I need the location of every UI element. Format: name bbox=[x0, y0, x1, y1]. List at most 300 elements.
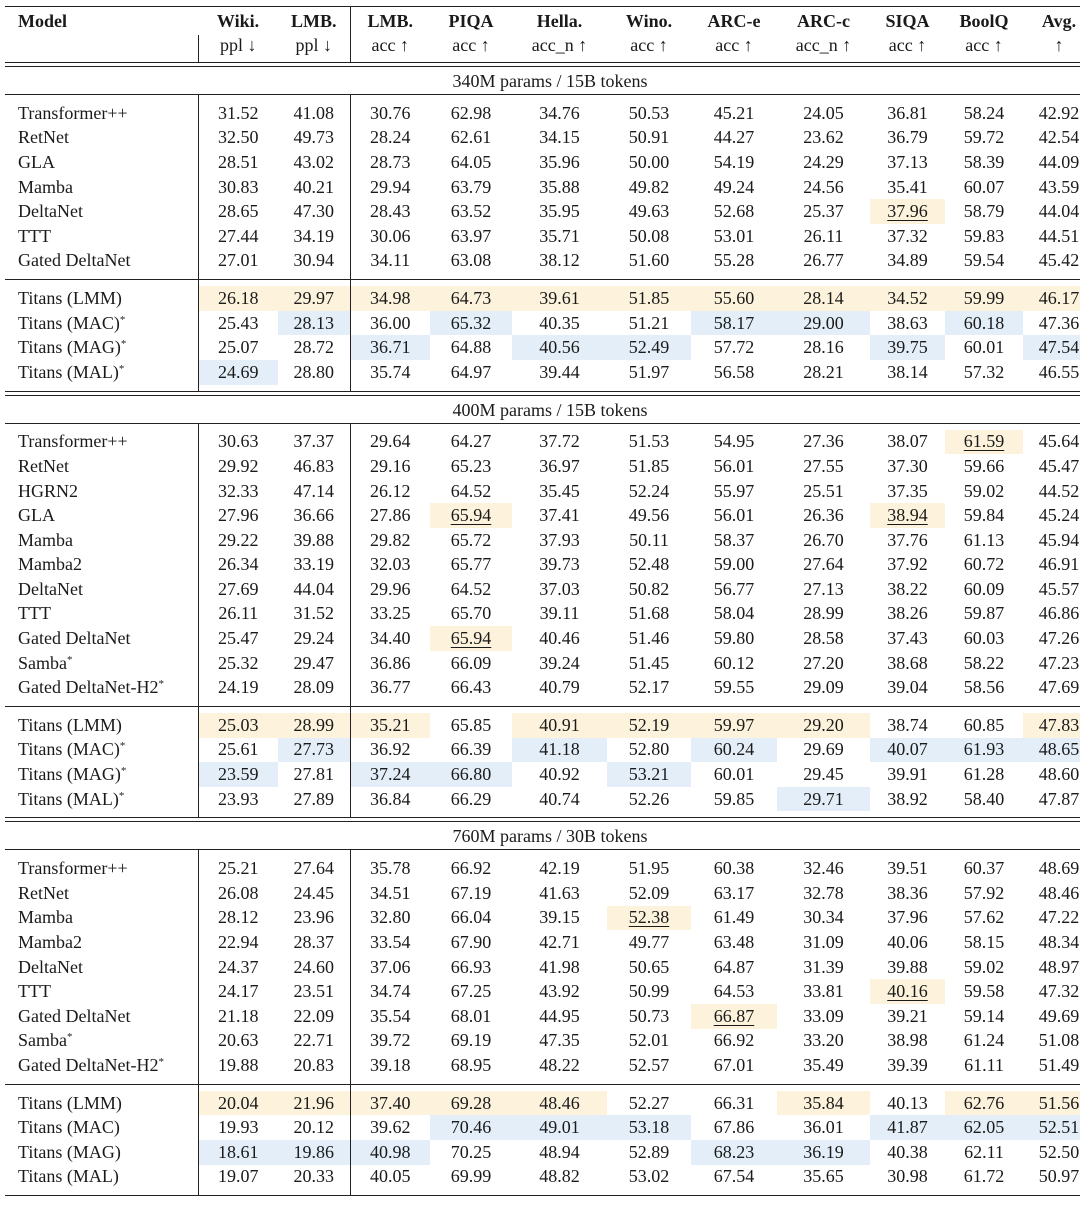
model-name-cell bbox=[5, 126, 198, 151]
value-cell bbox=[945, 553, 1023, 578]
value-cell bbox=[691, 602, 777, 627]
value-cell bbox=[607, 1053, 691, 1078]
value-text: 44.27 bbox=[713, 127, 755, 148]
value-text: 34.89 bbox=[887, 250, 928, 271]
value-text: 24.29 bbox=[803, 151, 844, 172]
value-text: 38.94 bbox=[887, 505, 928, 526]
value-text: 59.83 bbox=[963, 225, 1005, 246]
value-text: 31.52 bbox=[218, 102, 259, 123]
value-text: 56.01 bbox=[713, 455, 755, 476]
value-text: 51.49 bbox=[1038, 1054, 1080, 1075]
model-name-cell bbox=[5, 249, 198, 274]
value-text: 27.55 bbox=[803, 455, 844, 476]
value-cell bbox=[870, 101, 945, 126]
column-header-name: BoolQ bbox=[959, 11, 1009, 31]
value-text: 66.04 bbox=[450, 907, 492, 928]
model-name: Samba bbox=[18, 1030, 67, 1051]
table-row bbox=[5, 881, 1080, 906]
value-cell bbox=[512, 150, 607, 175]
value-cell bbox=[278, 553, 350, 578]
value-cell bbox=[691, 1091, 777, 1116]
value-text: 29.20 bbox=[803, 714, 844, 735]
value-text: 66.92 bbox=[713, 1030, 755, 1051]
value-text: 19.86 bbox=[293, 1141, 334, 1162]
value-text: 57.92 bbox=[963, 882, 1005, 903]
model-name-cell bbox=[5, 955, 198, 980]
value-cell bbox=[777, 787, 870, 812]
value-text: 36.81 bbox=[887, 102, 928, 123]
value-text: 25.07 bbox=[218, 337, 259, 358]
value-text: 63.48 bbox=[713, 932, 755, 953]
value-text: 28.72 bbox=[293, 337, 334, 358]
section-header bbox=[5, 396, 1080, 424]
value-cell bbox=[430, 1004, 512, 1029]
model-name-cell bbox=[5, 1029, 198, 1054]
value-cell bbox=[1023, 1029, 1080, 1054]
value-cell bbox=[198, 101, 278, 126]
value-text: 27.44 bbox=[218, 225, 259, 246]
value-cell bbox=[512, 1140, 607, 1165]
model-name: Titans (MAG) bbox=[18, 764, 121, 785]
value-text: 61.28 bbox=[963, 764, 1005, 785]
value-cell bbox=[430, 199, 512, 224]
value-text: 58.17 bbox=[713, 312, 755, 333]
value-text: 26.11 bbox=[803, 225, 844, 246]
table-row bbox=[5, 1053, 1080, 1078]
value-cell bbox=[430, 713, 512, 738]
section-header bbox=[5, 67, 1080, 95]
value-cell bbox=[945, 454, 1023, 479]
value-cell bbox=[945, 430, 1023, 455]
value-text: 37.35 bbox=[887, 480, 928, 501]
value-text: 52.80 bbox=[628, 739, 670, 760]
value-cell bbox=[870, 286, 945, 311]
value-cell bbox=[777, 553, 870, 578]
value-cell bbox=[607, 738, 691, 763]
value-text: 29.24 bbox=[293, 628, 334, 649]
value-cell bbox=[691, 738, 777, 763]
value-text: 36.84 bbox=[370, 788, 411, 809]
value-cell bbox=[1023, 738, 1080, 763]
value-text: 57.72 bbox=[713, 337, 755, 358]
value-text: 41.63 bbox=[539, 882, 580, 903]
value-cell bbox=[607, 311, 691, 336]
value-text: 66.39 bbox=[450, 739, 492, 760]
value-cell bbox=[350, 199, 430, 224]
value-cell bbox=[870, 503, 945, 528]
value-cell bbox=[691, 713, 777, 738]
asterisk-marker: * bbox=[118, 789, 125, 802]
table-row bbox=[5, 979, 1080, 1004]
value-text: 29.92 bbox=[218, 455, 259, 476]
value-text: 31.52 bbox=[293, 603, 334, 624]
column-header-metric: acc ↑ bbox=[965, 35, 1003, 55]
value-cell bbox=[350, 126, 430, 151]
value-text: 38.92 bbox=[887, 788, 928, 809]
value-text: 29.97 bbox=[293, 287, 334, 308]
value-text: 52.26 bbox=[628, 788, 670, 809]
value-cell bbox=[777, 1091, 870, 1116]
model-name: Mamba bbox=[18, 907, 73, 928]
value-cell bbox=[198, 430, 278, 455]
value-text: 47.14 bbox=[293, 480, 334, 501]
value-text: 37.24 bbox=[370, 764, 411, 785]
value-cell bbox=[1023, 856, 1080, 881]
model-name-cell bbox=[5, 101, 198, 126]
value-text: 67.90 bbox=[450, 932, 492, 953]
value-text: 29.94 bbox=[370, 176, 411, 197]
value-cell bbox=[777, 199, 870, 224]
value-text: 52.50 bbox=[1038, 1141, 1080, 1162]
value-text: 27.86 bbox=[370, 505, 411, 526]
value-cell bbox=[945, 286, 1023, 311]
value-cell bbox=[607, 528, 691, 553]
table-row bbox=[5, 675, 1080, 700]
model-name: TTT bbox=[18, 981, 51, 1002]
value-text: 35.49 bbox=[803, 1054, 844, 1075]
value-text: 26.12 bbox=[370, 480, 411, 501]
value-text: 63.52 bbox=[450, 201, 492, 222]
value-cell bbox=[512, 430, 607, 455]
value-cell bbox=[430, 906, 512, 931]
value-text: 59.54 bbox=[963, 250, 1005, 271]
value-text: 43.59 bbox=[1038, 176, 1080, 197]
value-cell bbox=[777, 577, 870, 602]
value-text: 64.53 bbox=[713, 981, 755, 1002]
value-text: 25.32 bbox=[218, 652, 259, 673]
value-text: 64.73 bbox=[450, 287, 492, 308]
value-text: 32.33 bbox=[218, 480, 259, 501]
value-cell bbox=[870, 126, 945, 151]
value-text: 59.72 bbox=[963, 127, 1005, 148]
table-row bbox=[5, 553, 1080, 578]
value-cell bbox=[430, 626, 512, 651]
value-text: 51.97 bbox=[628, 361, 670, 382]
value-cell bbox=[198, 175, 278, 200]
value-cell bbox=[350, 286, 430, 311]
value-text: 29.69 bbox=[803, 739, 844, 760]
value-text: 29.00 bbox=[803, 312, 844, 333]
value-text: 44.09 bbox=[1038, 151, 1080, 172]
value-text: 27.96 bbox=[218, 505, 259, 526]
value-text: 67.86 bbox=[713, 1117, 755, 1138]
value-cell bbox=[350, 1004, 430, 1029]
value-cell bbox=[1023, 150, 1080, 175]
model-name: Titans (MAC) bbox=[18, 739, 120, 760]
value-text: 26.70 bbox=[803, 529, 844, 550]
value-text: 67.01 bbox=[713, 1054, 755, 1075]
results-table-grid bbox=[5, 6, 1080, 1196]
value-text: 24.60 bbox=[293, 956, 334, 977]
table-row bbox=[5, 762, 1080, 787]
value-cell bbox=[1023, 626, 1080, 651]
value-text: 60.07 bbox=[963, 176, 1005, 197]
value-cell bbox=[945, 101, 1023, 126]
value-text: 66.93 bbox=[450, 956, 492, 977]
value-text: 28.09 bbox=[293, 677, 334, 698]
value-cell bbox=[607, 1165, 691, 1190]
value-cell bbox=[607, 224, 691, 249]
model-name: Samba bbox=[18, 652, 67, 673]
value-text: 61.72 bbox=[963, 1166, 1005, 1187]
value-cell bbox=[1023, 602, 1080, 627]
value-cell bbox=[350, 1029, 430, 1054]
value-text: 58.39 bbox=[963, 151, 1005, 172]
value-cell bbox=[1023, 311, 1080, 336]
value-cell bbox=[1023, 787, 1080, 812]
value-text: 64.52 bbox=[450, 480, 492, 501]
value-text: 66.43 bbox=[450, 677, 492, 698]
value-text: 69.99 bbox=[450, 1166, 492, 1187]
value-cell bbox=[607, 454, 691, 479]
value-text: 25.61 bbox=[218, 739, 259, 760]
value-cell bbox=[1023, 1091, 1080, 1116]
value-cell bbox=[945, 1029, 1023, 1054]
value-text: 45.47 bbox=[1038, 455, 1080, 476]
value-text: 32.80 bbox=[370, 907, 411, 928]
value-cell bbox=[777, 626, 870, 651]
value-cell bbox=[512, 126, 607, 151]
value-cell bbox=[1023, 675, 1080, 700]
value-text: 29.71 bbox=[803, 788, 844, 809]
value-cell bbox=[350, 1053, 430, 1078]
value-text: 51.46 bbox=[628, 628, 670, 649]
value-cell bbox=[607, 577, 691, 602]
value-cell bbox=[691, 675, 777, 700]
value-cell bbox=[198, 1165, 278, 1190]
value-text: 52.68 bbox=[713, 201, 755, 222]
value-cell bbox=[691, 1053, 777, 1078]
value-cell bbox=[870, 553, 945, 578]
model-name: TTT bbox=[18, 603, 51, 624]
value-cell bbox=[777, 906, 870, 931]
value-text: 29.09 bbox=[803, 677, 844, 698]
value-cell bbox=[691, 930, 777, 955]
model-name: Transformer++ bbox=[18, 431, 128, 452]
value-cell bbox=[350, 906, 430, 931]
value-cell bbox=[350, 249, 430, 274]
value-cell bbox=[430, 150, 512, 175]
value-text: 40.98 bbox=[370, 1141, 411, 1162]
value-text: 34.74 bbox=[370, 981, 411, 1002]
value-text: 39.91 bbox=[887, 764, 928, 785]
value-text: 50.65 bbox=[628, 956, 670, 977]
value-cell bbox=[870, 762, 945, 787]
table-row bbox=[5, 577, 1080, 602]
value-text: 48.69 bbox=[1038, 858, 1080, 879]
value-cell bbox=[691, 175, 777, 200]
value-cell bbox=[1023, 1115, 1080, 1140]
value-cell bbox=[278, 856, 350, 881]
value-cell bbox=[607, 1115, 691, 1140]
model-name-cell bbox=[5, 150, 198, 175]
value-cell bbox=[430, 503, 512, 528]
value-cell bbox=[691, 787, 777, 812]
value-text: 34.98 bbox=[370, 287, 411, 308]
value-text: 52.51 bbox=[1038, 1117, 1080, 1138]
value-text: 19.07 bbox=[218, 1166, 259, 1187]
value-text: 58.22 bbox=[963, 652, 1005, 673]
model-name-cell bbox=[5, 881, 198, 906]
value-cell bbox=[870, 1053, 945, 1078]
value-text: 28.43 bbox=[370, 201, 411, 222]
value-text: 58.15 bbox=[963, 932, 1005, 953]
value-cell bbox=[945, 1140, 1023, 1165]
table-row bbox=[5, 1004, 1080, 1029]
value-text: 46.86 bbox=[1038, 603, 1080, 624]
value-cell bbox=[945, 1053, 1023, 1078]
value-text: 53.21 bbox=[628, 764, 670, 785]
value-cell bbox=[870, 335, 945, 360]
value-cell bbox=[607, 286, 691, 311]
model-name-cell bbox=[5, 1053, 198, 1078]
value-cell bbox=[278, 199, 350, 224]
value-cell bbox=[945, 906, 1023, 931]
value-cell bbox=[870, 454, 945, 479]
column-header-name: Avg. bbox=[1041, 11, 1077, 31]
value-cell bbox=[430, 175, 512, 200]
value-cell bbox=[512, 1115, 607, 1140]
asterisk-marker: * bbox=[67, 653, 73, 666]
value-cell bbox=[512, 675, 607, 700]
value-cell bbox=[691, 479, 777, 504]
column-header-metric: ppl ↓ bbox=[219, 35, 257, 55]
value-cell bbox=[198, 906, 278, 931]
value-text: 51.85 bbox=[628, 455, 670, 476]
value-cell bbox=[691, 626, 777, 651]
model-name-cell bbox=[5, 577, 198, 602]
value-text: 20.04 bbox=[218, 1092, 259, 1113]
value-cell bbox=[777, 101, 870, 126]
value-text: 47.83 bbox=[1038, 714, 1080, 735]
value-text: 67.25 bbox=[450, 981, 492, 1002]
table-row bbox=[5, 528, 1080, 553]
value-cell bbox=[870, 955, 945, 980]
value-text: 34.15 bbox=[539, 127, 580, 148]
value-cell bbox=[777, 311, 870, 336]
model-name: Transformer++ bbox=[18, 102, 128, 123]
value-text: 46.91 bbox=[1038, 554, 1080, 575]
value-cell bbox=[512, 454, 607, 479]
value-text: 27.13 bbox=[803, 578, 844, 599]
model-name: Gated DeltaNet bbox=[18, 250, 131, 271]
value-cell bbox=[691, 249, 777, 274]
value-cell bbox=[607, 602, 691, 627]
value-cell bbox=[278, 675, 350, 700]
column-header-name: Wiki. bbox=[216, 11, 260, 31]
value-cell bbox=[1023, 224, 1080, 249]
column-header-metric: acc_n ↑ bbox=[795, 35, 852, 55]
value-cell bbox=[870, 1029, 945, 1054]
table-row bbox=[5, 856, 1080, 881]
column-header-metric: acc_n ↑ bbox=[531, 35, 588, 55]
value-cell bbox=[430, 311, 512, 336]
value-text: 29.96 bbox=[370, 578, 411, 599]
value-text: 61.11 bbox=[964, 1054, 1004, 1075]
value-cell bbox=[350, 335, 430, 360]
value-cell bbox=[607, 955, 691, 980]
value-cell bbox=[198, 199, 278, 224]
value-cell bbox=[1023, 577, 1080, 602]
value-cell bbox=[198, 1115, 278, 1140]
value-cell bbox=[945, 503, 1023, 528]
value-cell bbox=[278, 101, 350, 126]
value-text: 46.55 bbox=[1038, 361, 1080, 382]
value-cell bbox=[777, 528, 870, 553]
value-text: 30.06 bbox=[370, 225, 411, 246]
asterisk-marker: * bbox=[120, 338, 127, 351]
model-name: RetNet bbox=[18, 882, 69, 903]
value-cell bbox=[777, 503, 870, 528]
value-cell bbox=[350, 1091, 430, 1116]
value-cell bbox=[607, 651, 691, 676]
value-text: 59.66 bbox=[963, 455, 1005, 476]
value-text: 37.40 bbox=[370, 1092, 411, 1113]
value-text: 30.98 bbox=[887, 1166, 928, 1187]
model-name-cell bbox=[5, 224, 198, 249]
value-text: 39.21 bbox=[887, 1005, 928, 1026]
value-text: 40.13 bbox=[887, 1092, 928, 1113]
value-text: 47.22 bbox=[1038, 907, 1080, 928]
value-text: 34.52 bbox=[887, 287, 928, 308]
value-cell bbox=[777, 602, 870, 627]
value-text: 50.99 bbox=[628, 981, 670, 1002]
value-cell bbox=[350, 430, 430, 455]
table-row bbox=[5, 126, 1080, 151]
value-text: 33.20 bbox=[803, 1030, 844, 1051]
value-cell bbox=[607, 199, 691, 224]
value-text: 28.65 bbox=[218, 201, 259, 222]
value-cell bbox=[870, 713, 945, 738]
value-text: 47.23 bbox=[1038, 652, 1080, 673]
value-text: 41.87 bbox=[887, 1117, 928, 1138]
value-text: 51.08 bbox=[1038, 1030, 1080, 1051]
value-text: 58.40 bbox=[963, 788, 1005, 809]
value-text: 44.52 bbox=[1038, 480, 1080, 501]
value-text: 35.74 bbox=[370, 361, 411, 382]
value-cell bbox=[430, 126, 512, 151]
value-cell bbox=[512, 553, 607, 578]
value-cell bbox=[278, 126, 350, 151]
model-name: Gated DeltaNet-H2 bbox=[18, 677, 159, 698]
value-text: 38.14 bbox=[887, 361, 928, 382]
model-name-cell bbox=[5, 553, 198, 578]
value-cell bbox=[512, 713, 607, 738]
value-cell bbox=[691, 1029, 777, 1054]
value-text: 24.37 bbox=[218, 956, 259, 977]
value-cell bbox=[1023, 454, 1080, 479]
table-row bbox=[5, 930, 1080, 955]
value-text: 49.24 bbox=[713, 176, 755, 197]
value-cell bbox=[870, 1091, 945, 1116]
value-text: 60.85 bbox=[963, 714, 1005, 735]
model-name: Gated DeltaNet-H2 bbox=[18, 1054, 159, 1075]
value-text: 29.45 bbox=[803, 764, 844, 785]
value-text: 48.82 bbox=[539, 1166, 580, 1187]
value-text: 56.01 bbox=[713, 505, 755, 526]
value-text: 45.64 bbox=[1038, 431, 1080, 452]
value-cell bbox=[1023, 553, 1080, 578]
value-text: 39.75 bbox=[887, 337, 928, 358]
value-text: 19.88 bbox=[218, 1054, 259, 1075]
value-text: 39.72 bbox=[370, 1030, 411, 1051]
value-cell bbox=[691, 286, 777, 311]
value-cell bbox=[691, 126, 777, 151]
model-name: Mamba2 bbox=[18, 932, 82, 953]
value-cell bbox=[512, 360, 607, 385]
value-cell bbox=[350, 651, 430, 676]
value-text: 48.97 bbox=[1038, 956, 1080, 977]
